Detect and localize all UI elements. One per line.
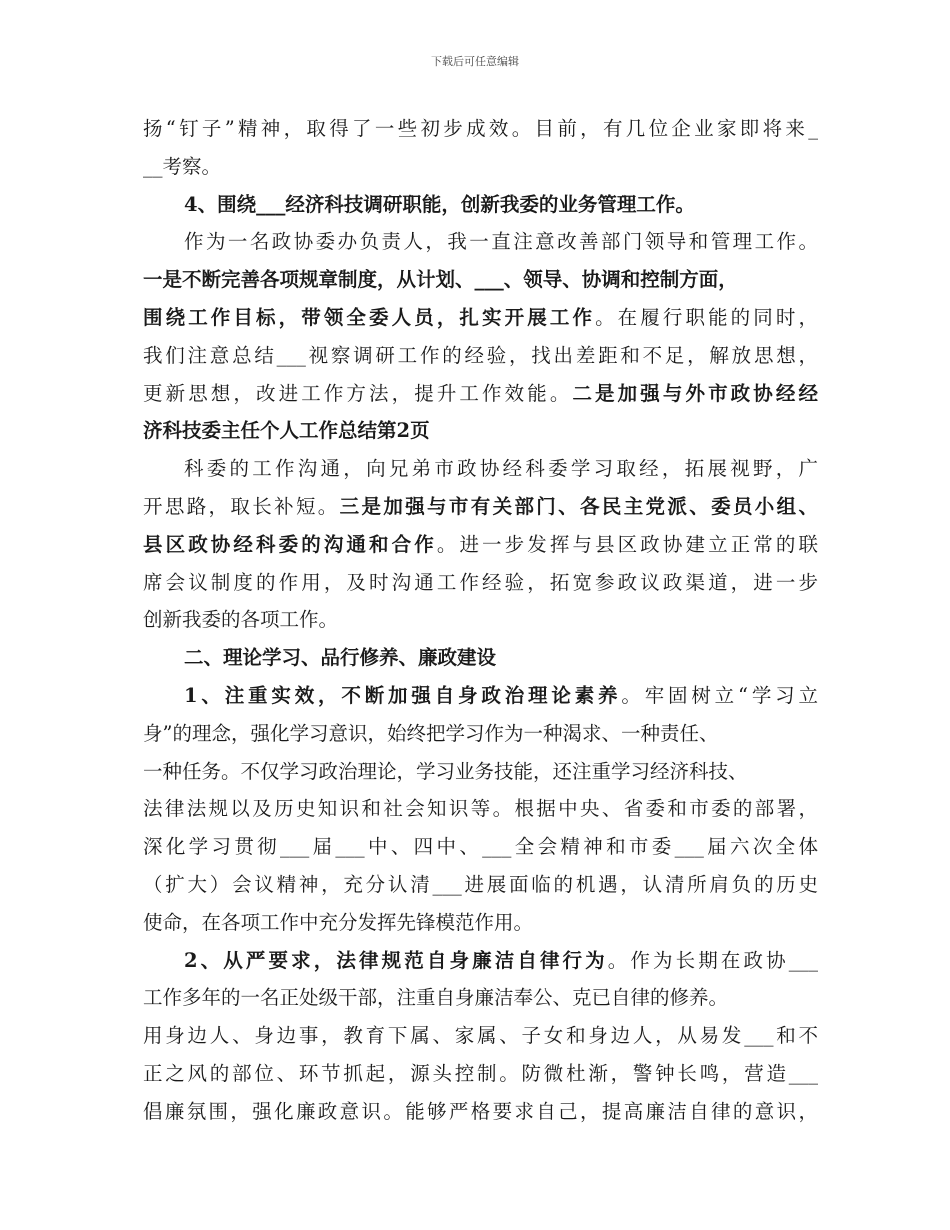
text-line xyxy=(143,753,818,791)
body-text: 。牢固树立“学习立 xyxy=(621,683,818,707)
text-line xyxy=(143,942,818,980)
body-text: 一种任务。不仅学习政治理论，学习业务技能，还注重学习经济科技、 xyxy=(143,759,748,783)
body-text: 深化学习贯彻___届___中、四中、___全会精神和市委___届六次全体 xyxy=(143,835,818,859)
text-line xyxy=(143,904,818,942)
page-header: 下载后可任意编辑 xyxy=(431,55,519,68)
text-line xyxy=(143,979,818,1017)
body-text: 用身边人、身边事，教育下属、家属、子女和身边人，从易发___和不 xyxy=(143,1024,818,1048)
text-line xyxy=(143,790,818,828)
text-line xyxy=(143,186,818,224)
text-line xyxy=(143,526,818,564)
bold-text: 三是加强与市有关部门、各民主党派、委员小组、 xyxy=(339,494,818,518)
body-text: 更新思想，改进工作方法，提升工作效能。 xyxy=(143,381,573,405)
text-line xyxy=(143,488,818,526)
body-text: 科委的工作沟通，向兄弟市政协经科委学习取经，拓展视野，广 xyxy=(184,457,818,481)
body-text: 正之风的部位、环节抓起，源头控制。防微杜渐，警钟长鸣，营造___ xyxy=(143,1061,818,1085)
bold-text: 围绕工作目标，带领全委人员，扎实开展工作 xyxy=(143,305,596,329)
body-text: 身”的理念，强化学习意识，始终把学习作为一种渴求、一种责任、 xyxy=(143,721,719,745)
body-text: 作为一名政协委办负责人，我一直注意改善部门领导和管理工作。 xyxy=(184,230,818,254)
text-line xyxy=(143,1055,818,1093)
body-text: 开思路，取长补短。 xyxy=(143,494,340,518)
text-line xyxy=(143,412,818,450)
body-text: 使命，在各项工作中充分发挥先锋模范作用。 xyxy=(143,910,534,934)
text-line xyxy=(143,337,818,375)
body-text: 我们注意总结___视察调研工作的经验，找出差距和不足，解放思想， xyxy=(143,343,818,367)
body-text: 。在履行职能的同时， xyxy=(595,305,818,329)
text-line xyxy=(143,299,818,337)
document-body xyxy=(143,110,818,1131)
text-line xyxy=(143,375,818,413)
bold-text: 县区政协经科委的沟通和合作 xyxy=(143,532,437,556)
body-text: 创新我委的各项工作。 xyxy=(143,608,339,632)
body-text: 法律法规以及历史知识和社会知识等。根据中央、省委和市委的部署， xyxy=(143,797,818,821)
text-line xyxy=(143,1093,818,1131)
bold-text: 二、理论学习、品行修养、廉政建设 xyxy=(184,646,497,670)
body-text: 。进一步发挥与县区政协建立正常的联 xyxy=(436,532,818,556)
body-text: （扩大）会议精神，充分认清___进展面临的机遇，认清所肩负的历史 xyxy=(143,872,818,896)
bold-text: 4、围绕___经济科技调研职能，创新我委的业务管理工作。 xyxy=(184,192,695,216)
bold-text: 二是加强与外市政协经经 xyxy=(572,381,818,405)
bold-text: 一是不断完善各项规章制度，从计划、___、领导、协调和控制方面， xyxy=(143,268,738,292)
text-line xyxy=(143,148,818,186)
text-line xyxy=(143,828,818,866)
bold-text: 2、从严要求，法律规范自身廉洁自律行为 xyxy=(184,948,608,972)
text-line xyxy=(143,564,818,602)
body-text: 扬“钉子”精神，取得了一些初步成效。目前，有几位企业家即将来_ xyxy=(143,117,818,140)
text-line xyxy=(143,715,818,753)
bold-text: 1、注重实效，不断加强自身政治理论素养 xyxy=(184,683,622,707)
text-line xyxy=(143,110,818,148)
body-text: __考察。 xyxy=(143,154,222,178)
text-line xyxy=(143,450,818,488)
body-text: 工作多年的一名正处级干部，注重自身廉洁奉公、克已自律的修养。 xyxy=(143,986,729,1010)
text-line xyxy=(143,601,818,639)
text-line xyxy=(143,866,818,904)
body-text: 。作为长期在政协___ xyxy=(607,948,818,972)
text-line xyxy=(143,677,818,715)
text-line xyxy=(143,1017,818,1055)
text-line xyxy=(143,639,818,677)
body-text: 倡廉氛围，强化廉政意识。能够严格要求自己，提高廉洁自律的意识， xyxy=(143,1099,818,1123)
text-line xyxy=(143,223,818,261)
bold-text: 济科技委主任个人工作总结第2页 xyxy=(143,419,430,443)
body-text: 席会议制度的作用，及时沟通工作经验，拓宽参政议政渠道，进一步 xyxy=(143,570,818,594)
text-line xyxy=(143,261,818,299)
